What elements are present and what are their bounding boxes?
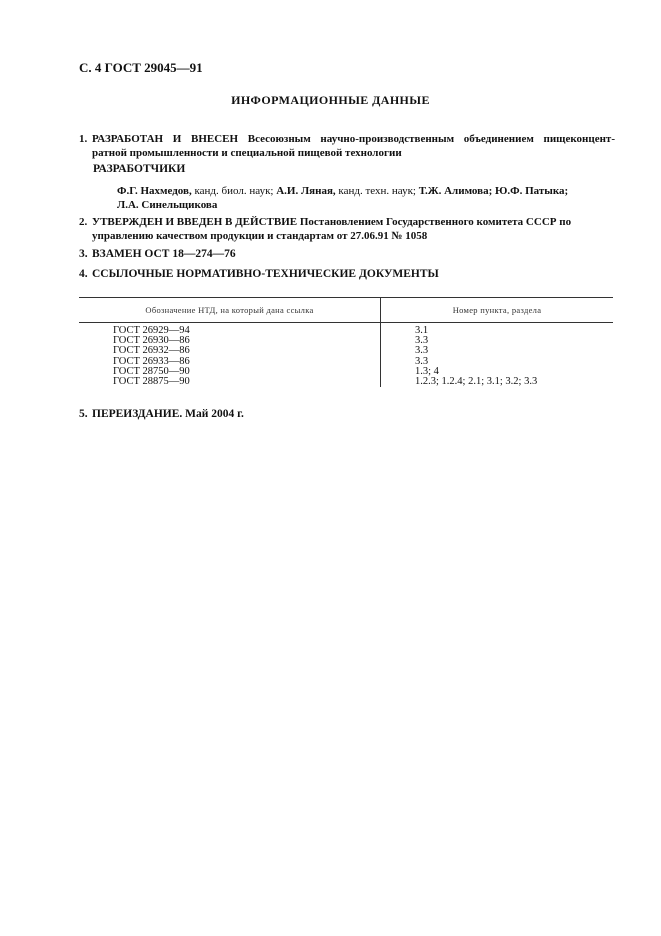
table-cell-clause: 3.3 <box>415 355 429 367</box>
section-1-line-1 <box>79 132 615 146</box>
section-2-number: 2. <box>79 216 88 228</box>
table-cell-designation: ГОСТ 28875—90 <box>79 377 381 387</box>
section-4-text: ССЫЛОЧНЫЕ НОРМАТИВНО-ТЕХНИЧЕСКИЕ ДОКУМЕНТЫ <box>92 268 439 280</box>
table-cell-designation: ГОСТ 26933—86 <box>79 357 381 367</box>
section-3-text: ВЗАМЕН ОСТ 18—274—76 <box>92 248 236 260</box>
table-row <box>79 377 613 387</box>
developer-1-name: Ф.Г. Нахмедов, <box>117 185 192 197</box>
table-header-designation: Обозначение НТД, на который дана ссылка <box>79 298 381 323</box>
developer-4-name: Л.А. Синельщикова <box>117 199 218 211</box>
section-2-line-1 <box>79 215 615 229</box>
table-header-row <box>79 298 613 323</box>
developer-3-name: Т.Ж. Алимова; Ю.Ф. Патыка; <box>418 185 569 197</box>
section-1-number: 1. <box>79 133 88 145</box>
section-2-label: УТВЕРЖДЕН И ВВЕДЕН В ДЕЙСТВИЕ <box>92 216 298 228</box>
section-1-label: РАЗРАБОТАН И ВНЕСЕН <box>92 133 239 145</box>
section-2-text-2: управлению качеством продукции и стандартам от 27.06.91 № 1058 <box>92 230 428 242</box>
table-row <box>79 323 613 337</box>
reference-documents-table <box>79 297 613 387</box>
section-3 <box>79 248 236 260</box>
document-title: ИНФОРМАЦИОННЫЕ ДАННЫЕ <box>231 93 430 107</box>
section-3-number: 3. <box>79 248 88 260</box>
section-2 <box>79 215 615 243</box>
section-5-text: ПЕРЕИЗДАНИЕ. Май 2004 г. <box>92 408 244 420</box>
section-5-number: 5. <box>79 408 88 420</box>
developers-list <box>117 184 615 212</box>
developer-2-name: А.И. Ляная, <box>276 185 336 197</box>
table-cell-clause: 3.3 <box>415 345 429 357</box>
table-cell-clause: 1.2.3; 1.2.4; 2.1; 3.1; 3.2; 3.3 <box>415 376 538 388</box>
table-header-clause: Номер пункта, раздела <box>381 298 614 323</box>
section-4-number: 4. <box>79 268 88 280</box>
developer-1-title: канд. биол. наук; <box>191 185 277 197</box>
table-cell-designation: ГОСТ 26929—94 <box>79 323 381 337</box>
table-cell-designation: ГОСТ 26930—86 <box>79 336 381 346</box>
section-2-text-1: Постановлением Государственного комитета СССР по <box>297 216 572 228</box>
developer-2-title: канд. техн. наук; <box>335 185 419 197</box>
table-cell-clause: 3.1 <box>415 325 429 336</box>
table-cell-clause: 3.3 <box>415 335 429 347</box>
table-cell-clause: 1.3; 4 <box>415 365 439 377</box>
section-4 <box>79 268 439 280</box>
section-1 <box>79 132 615 160</box>
section-1-text-2: ратной промышленности и специальной пищевой технологии <box>92 147 402 159</box>
page-header: С. 4 ГОСТ 29045—91 <box>79 60 203 75</box>
section-5 <box>79 408 244 420</box>
developers-heading: РАЗРАБОТЧИКИ <box>93 163 186 175</box>
table-cell-designation: ГОСТ 28750—90 <box>79 367 381 377</box>
table-cell-designation: ГОСТ 26932—86 <box>79 346 381 356</box>
section-1-text-1: Всесоюзным научно-производственным объединением пищеконцент- <box>247 133 615 145</box>
